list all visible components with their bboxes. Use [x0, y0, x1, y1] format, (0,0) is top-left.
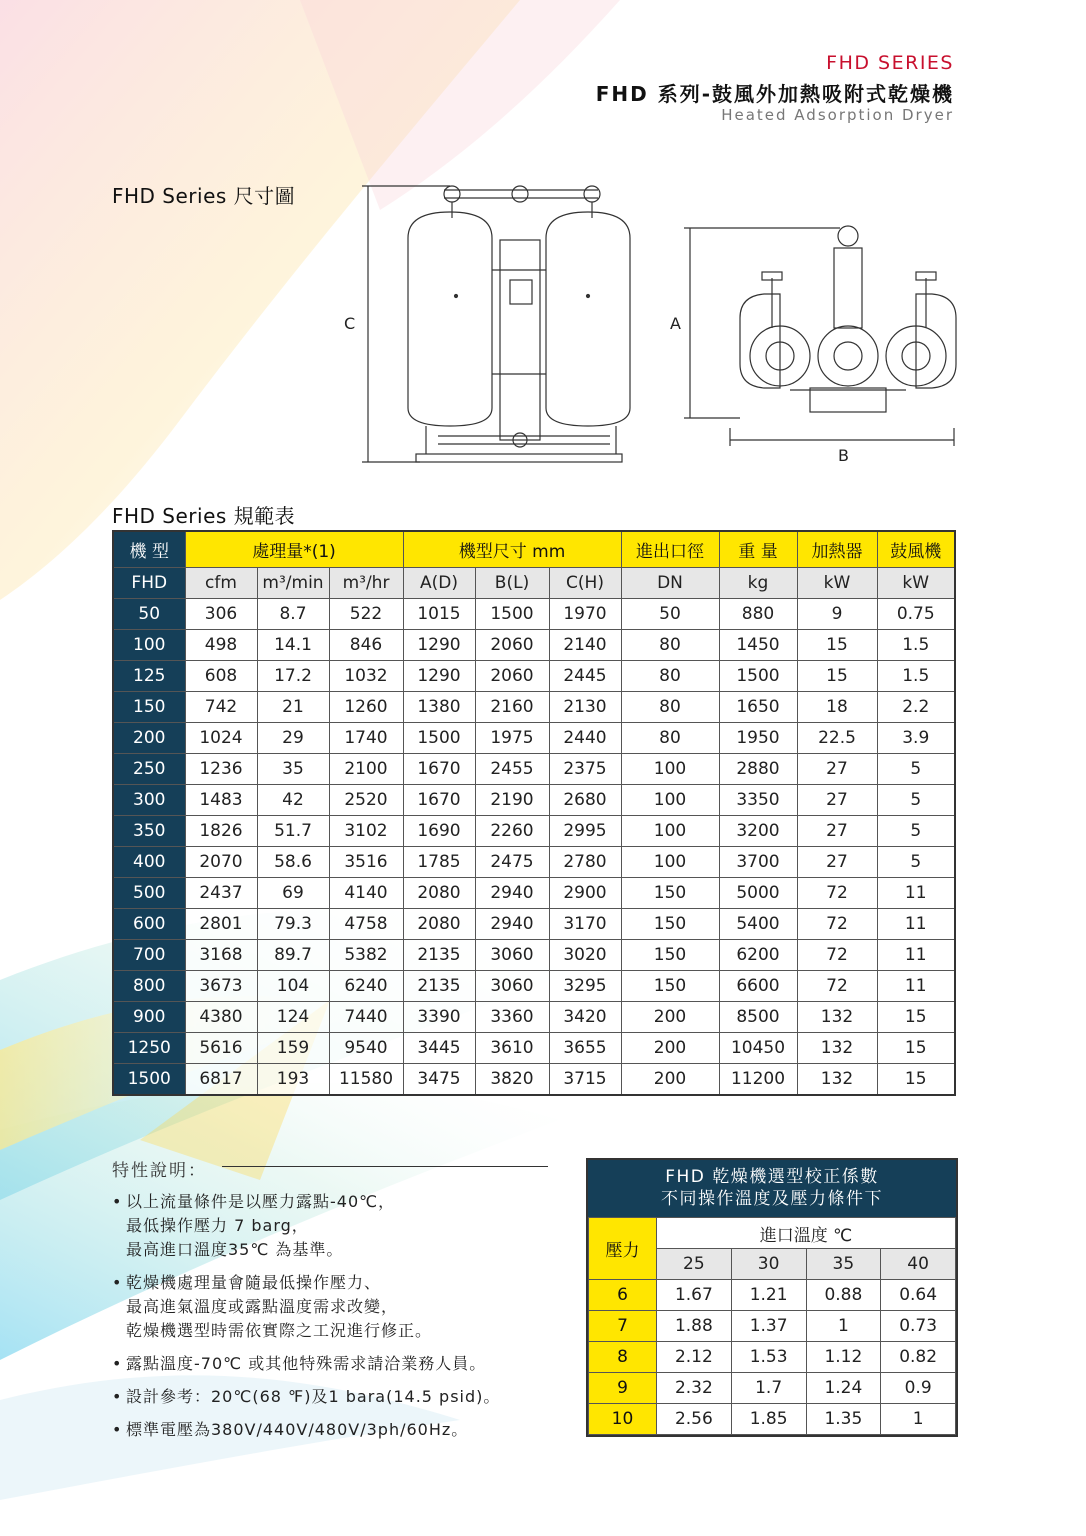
table-cell: 4758: [329, 909, 403, 940]
table-cell: 7440: [329, 1002, 403, 1033]
header-weight: 重 量: [719, 531, 797, 568]
feature-item: [112, 1271, 572, 1343]
table-cell: 5616: [185, 1033, 257, 1064]
table-cell: 132: [797, 1033, 877, 1064]
table-cell: 15: [797, 630, 877, 661]
table-row: [113, 630, 955, 661]
features-title: 特性說明：: [112, 1161, 207, 1181]
table-cell: 3475: [403, 1064, 475, 1096]
subheader-cell: DN: [621, 568, 719, 599]
table-cell: 1236: [185, 754, 257, 785]
model-cell: 1500: [113, 1064, 185, 1096]
factor-cell: 0.64: [881, 1280, 956, 1311]
table-cell: 2060: [475, 630, 549, 661]
correction-table-title: [588, 1160, 956, 1217]
table-cell: 50: [621, 599, 719, 630]
subheader-cell: cfm: [185, 568, 257, 599]
feature-item: [112, 1418, 572, 1442]
feature-line: • 乾燥機處理量會隨最低操作壓力、: [126, 1273, 382, 1292]
correction-title-line2: 不同操作溫度及壓力條件下: [661, 1189, 883, 1209]
table-cell: 193: [257, 1064, 329, 1096]
table-cell: 2437: [185, 878, 257, 909]
table-cell: 2160: [475, 692, 549, 723]
table-cell: 6200: [719, 940, 797, 971]
features-list: [112, 1190, 572, 1451]
table-cell: 3420: [549, 1002, 621, 1033]
factor-cell: 2.32: [657, 1373, 732, 1404]
header-heater: 加熱器: [797, 531, 877, 568]
table-cell: 3516: [329, 847, 403, 878]
factor-cell: 1.35: [806, 1404, 881, 1435]
correction-row: [589, 1280, 956, 1311]
spec-section-title: FHD Series 規範表: [112, 504, 296, 528]
table-cell: 1024: [185, 723, 257, 754]
table-cell: 132: [797, 1064, 877, 1096]
pressure-cell: 9: [589, 1373, 657, 1404]
table-cell: 742: [185, 692, 257, 723]
feature-item: [112, 1385, 572, 1409]
pressure-cell: 8: [589, 1342, 657, 1373]
table-cell: 5: [877, 816, 955, 847]
table-cell: 5400: [719, 909, 797, 940]
table-cell: 3700: [719, 847, 797, 878]
model-cell: 500: [113, 878, 185, 909]
model-cell: 1250: [113, 1033, 185, 1064]
spec-subheader-row: [113, 568, 955, 599]
page-subtitle: Heated Adsorption Dryer: [721, 106, 954, 124]
subheader-cell: kg: [719, 568, 797, 599]
model-cell: 50: [113, 599, 185, 630]
model-cell: 250: [113, 754, 185, 785]
table-cell: 15: [877, 1002, 955, 1033]
table-cell: 2080: [403, 878, 475, 909]
table-cell: 100: [621, 754, 719, 785]
table-row: [113, 1002, 955, 1033]
table-cell: 22.5: [797, 723, 877, 754]
feature-line: 乾燥機選型時需依實際之工況進行修正。: [126, 1321, 433, 1340]
table-cell: 1690: [403, 816, 475, 847]
table-cell: 200: [621, 1064, 719, 1096]
table-cell: 3102: [329, 816, 403, 847]
feature-line: 最高進口溫度35℃ 為基準。: [126, 1240, 344, 1259]
table-cell: 17.2: [257, 661, 329, 692]
feature-line: • 標準電壓為380V/440V/480V/3ph/60Hz。: [126, 1420, 469, 1439]
dimension-section-title: FHD Series 尺寸圖: [112, 184, 296, 208]
temperature-cell: 25: [657, 1249, 732, 1280]
table-row: [113, 1033, 955, 1064]
table-cell: 200: [621, 1002, 719, 1033]
feature-line: • 以上流量條件是以壓力露點-40℃，: [126, 1192, 396, 1211]
table-row: [113, 971, 955, 1002]
dimension-drawing: [344, 178, 960, 478]
table-row: [113, 1064, 955, 1096]
header-size: 機型尺寸 mm: [403, 531, 621, 568]
table-cell: 2100: [329, 754, 403, 785]
correction-table-body: [589, 1218, 956, 1435]
subheader-cell: m³/min: [257, 568, 329, 599]
pressure-cell: 7: [589, 1311, 657, 1342]
table-cell: 124: [257, 1002, 329, 1033]
table-cell: 11200: [719, 1064, 797, 1096]
table-cell: 9: [797, 599, 877, 630]
factor-cell: 1.21: [731, 1280, 806, 1311]
factor-cell: 0.88: [806, 1280, 881, 1311]
model-cell: 125: [113, 661, 185, 692]
table-cell: 35: [257, 754, 329, 785]
table-cell: 9540: [329, 1033, 403, 1064]
table-cell: 6600: [719, 971, 797, 1002]
feature-item: [112, 1190, 572, 1262]
feature-line: • 設計參考：20℃(68 ℉)及1 bara(14.5 psid)。: [126, 1387, 501, 1406]
table-cell: 2190: [475, 785, 549, 816]
table-cell: 3295: [549, 971, 621, 1002]
table-cell: 150: [621, 971, 719, 1002]
table-cell: 11: [877, 940, 955, 971]
table-row: [113, 909, 955, 940]
table-cell: 89.7: [257, 940, 329, 971]
table-cell: 27: [797, 785, 877, 816]
dimension-label-c: C: [344, 314, 356, 333]
factor-cell: 1.53: [731, 1342, 806, 1373]
subheader-cell: m³/hr: [329, 568, 403, 599]
table-cell: 1970: [549, 599, 621, 630]
table-cell: 0.75: [877, 599, 955, 630]
header-blower: 鼓風機: [877, 531, 955, 568]
table-cell: 3360: [475, 1002, 549, 1033]
correction-header-row: [589, 1218, 956, 1249]
features-divider: [222, 1166, 548, 1167]
table-cell: 132: [797, 1002, 877, 1033]
table-cell: 2940: [475, 909, 549, 940]
dimension-label-b: B: [838, 446, 849, 465]
table-cell: 880: [719, 599, 797, 630]
table-cell: 306: [185, 599, 257, 630]
table-row: [113, 816, 955, 847]
table-cell: 3350: [719, 785, 797, 816]
table-cell: 1.5: [877, 630, 955, 661]
feature-line: • 露點溫度-70℃ 或其他特殊需求請洽業務人員。: [126, 1354, 487, 1373]
table-cell: 72: [797, 940, 877, 971]
table-cell: 1032: [329, 661, 403, 692]
factor-cell: 0.9: [881, 1373, 956, 1404]
table-cell: 3655: [549, 1033, 621, 1064]
table-cell: 11: [877, 971, 955, 1002]
table-cell: 1826: [185, 816, 257, 847]
table-cell: 150: [621, 909, 719, 940]
table-row: [113, 692, 955, 723]
table-cell: 11: [877, 909, 955, 940]
table-cell: 2900: [549, 878, 621, 909]
table-cell: 1500: [475, 599, 549, 630]
table-cell: 200: [621, 1033, 719, 1064]
table-cell: 29: [257, 723, 329, 754]
subheader-cell: C(H): [549, 568, 621, 599]
spec-table-body: [113, 599, 955, 1096]
table-cell: 51.7: [257, 816, 329, 847]
table-cell: 2520: [329, 785, 403, 816]
factor-cell: 1.85: [731, 1404, 806, 1435]
table-cell: 1380: [403, 692, 475, 723]
model-cell: 150: [113, 692, 185, 723]
dimension-label-a: A: [670, 314, 681, 333]
table-cell: 2475: [475, 847, 549, 878]
table-cell: 15: [877, 1064, 955, 1096]
correction-row: [589, 1373, 956, 1404]
table-cell: 1950: [719, 723, 797, 754]
table-cell: 27: [797, 754, 877, 785]
table-cell: 80: [621, 630, 719, 661]
model-cell: 600: [113, 909, 185, 940]
table-cell: 1450: [719, 630, 797, 661]
table-cell: 3610: [475, 1033, 549, 1064]
table-row: [113, 940, 955, 971]
table-cell: 2135: [403, 940, 475, 971]
table-row: [113, 599, 955, 630]
table-cell: 2940: [475, 878, 549, 909]
table-cell: 3020: [549, 940, 621, 971]
table-cell: 58.6: [257, 847, 329, 878]
table-cell: 2880: [719, 754, 797, 785]
table-row: [113, 754, 955, 785]
factor-cell: 1.37: [731, 1311, 806, 1342]
table-cell: 2801: [185, 909, 257, 940]
temp-label: 進口溫度 ℃: [657, 1218, 956, 1249]
table-cell: 3060: [475, 971, 549, 1002]
table-cell: 42: [257, 785, 329, 816]
table-cell: 2260: [475, 816, 549, 847]
table-cell: 608: [185, 661, 257, 692]
pressure-cell: 6: [589, 1280, 657, 1311]
table-cell: 15: [797, 661, 877, 692]
table-cell: 1670: [403, 785, 475, 816]
model-cell: 700: [113, 940, 185, 971]
factor-cell: 1.12: [806, 1342, 881, 1373]
model-cell: 350: [113, 816, 185, 847]
table-cell: 15: [877, 1033, 955, 1064]
correction-table: [588, 1217, 956, 1435]
model-cell: 200: [113, 723, 185, 754]
table-cell: 2440: [549, 723, 621, 754]
table-cell: 5: [877, 847, 955, 878]
table-cell: 8.7: [257, 599, 329, 630]
table-cell: 2140: [549, 630, 621, 661]
table-cell: 3445: [403, 1033, 475, 1064]
correction-row: [589, 1342, 956, 1373]
table-cell: 1015: [403, 599, 475, 630]
correction-title-line1: FHD 乾燥機選型校正係數: [665, 1167, 879, 1187]
table-cell: 5: [877, 785, 955, 816]
factor-cell: 1.67: [657, 1280, 732, 1311]
table-cell: 3715: [549, 1064, 621, 1096]
table-cell: 3390: [403, 1002, 475, 1033]
table-cell: 150: [621, 940, 719, 971]
pressure-label: 壓力: [589, 1218, 657, 1280]
table-cell: 11580: [329, 1064, 403, 1096]
table-cell: 14.1: [257, 630, 329, 661]
table-cell: 72: [797, 878, 877, 909]
table-cell: 80: [621, 723, 719, 754]
table-cell: 3820: [475, 1064, 549, 1096]
spec-header-row: [113, 531, 955, 568]
subheader-cell: B(L): [475, 568, 549, 599]
table-cell: 2780: [549, 847, 621, 878]
table-cell: 1975: [475, 723, 549, 754]
table-cell: 2375: [549, 754, 621, 785]
table-cell: 100: [621, 785, 719, 816]
table-cell: 6817: [185, 1064, 257, 1096]
table-cell: 4380: [185, 1002, 257, 1033]
table-row: [113, 878, 955, 909]
page-title: FHD 系列-鼓風外加熱吸附式乾燥機: [595, 82, 954, 106]
correction-table-box: [586, 1158, 958, 1437]
table-cell: 2080: [403, 909, 475, 940]
subheader-cell: kW: [877, 568, 955, 599]
table-cell: 2070: [185, 847, 257, 878]
table-cell: 18: [797, 692, 877, 723]
model-cell: 900: [113, 1002, 185, 1033]
table-cell: 80: [621, 661, 719, 692]
table-cell: 2135: [403, 971, 475, 1002]
table-cell: 100: [621, 816, 719, 847]
table-cell: 1290: [403, 661, 475, 692]
table-cell: 1483: [185, 785, 257, 816]
table-cell: 27: [797, 816, 877, 847]
table-cell: 3.9: [877, 723, 955, 754]
table-cell: 522: [329, 599, 403, 630]
pressure-cell: 10: [589, 1404, 657, 1435]
feature-item: [112, 1352, 572, 1376]
table-cell: 3060: [475, 940, 549, 971]
table-cell: 72: [797, 971, 877, 1002]
table-cell: 2130: [549, 692, 621, 723]
header-model: 機 型: [113, 531, 185, 568]
table-cell: 2060: [475, 661, 549, 692]
table-cell: 150: [621, 878, 719, 909]
table-cell: 159: [257, 1033, 329, 1064]
series-label: FHD SERIES: [826, 52, 954, 74]
temperature-cell: 30: [731, 1249, 806, 1280]
table-cell: 1740: [329, 723, 403, 754]
factor-cell: 1.24: [806, 1373, 881, 1404]
factor-cell: 1.88: [657, 1311, 732, 1342]
table-cell: 3170: [549, 909, 621, 940]
temperature-cell: 40: [881, 1249, 956, 1280]
table-row: [113, 723, 955, 754]
dryer-line-drawing: [360, 178, 960, 478]
subheader-cell: kW: [797, 568, 877, 599]
factor-cell: 0.82: [881, 1342, 956, 1373]
subheader-cell: FHD: [113, 568, 185, 599]
table-row: [113, 847, 955, 878]
model-cell: 400: [113, 847, 185, 878]
table-cell: 1500: [403, 723, 475, 754]
factor-cell: 1.7: [731, 1373, 806, 1404]
table-cell: 3673: [185, 971, 257, 1002]
table-cell: 2995: [549, 816, 621, 847]
table-cell: 2445: [549, 661, 621, 692]
table-cell: 2680: [549, 785, 621, 816]
table-cell: 5000: [719, 878, 797, 909]
table-cell: 11: [877, 878, 955, 909]
table-cell: 3168: [185, 940, 257, 971]
table-cell: 1.5: [877, 661, 955, 692]
table-cell: 69: [257, 878, 329, 909]
table-cell: 10450: [719, 1033, 797, 1064]
table-cell: 1670: [403, 754, 475, 785]
subheader-cell: A(D): [403, 568, 475, 599]
header-capacity: 處理量*(1): [185, 531, 403, 568]
table-cell: 72: [797, 909, 877, 940]
header-port: 進出口徑: [621, 531, 719, 568]
table-cell: 1290: [403, 630, 475, 661]
table-cell: 21: [257, 692, 329, 723]
correction-row: [589, 1404, 956, 1435]
factor-cell: 0.73: [881, 1311, 956, 1342]
model-cell: 800: [113, 971, 185, 1002]
table-cell: 79.3: [257, 909, 329, 940]
factor-cell: 2.56: [657, 1404, 732, 1435]
feature-line: 最低操作壓力 7 barg，: [126, 1216, 309, 1235]
table-cell: 80: [621, 692, 719, 723]
table-cell: 5382: [329, 940, 403, 971]
table-cell: 498: [185, 630, 257, 661]
table-cell: 1650: [719, 692, 797, 723]
table-cell: 1785: [403, 847, 475, 878]
table-cell: 846: [329, 630, 403, 661]
table-cell: 3200: [719, 816, 797, 847]
table-cell: 2455: [475, 754, 549, 785]
table-cell: 100: [621, 847, 719, 878]
table-cell: 4140: [329, 878, 403, 909]
model-cell: 300: [113, 785, 185, 816]
table-cell: 1500: [719, 661, 797, 692]
table-cell: 27: [797, 847, 877, 878]
factor-cell: 1: [806, 1311, 881, 1342]
table-cell: 2.2: [877, 692, 955, 723]
table-row: [113, 785, 955, 816]
factor-cell: 2.12: [657, 1342, 732, 1373]
feature-line: 最高進氣溫度或露點溫度需求改變，: [126, 1297, 399, 1316]
spec-table: [112, 530, 956, 1096]
temperature-cell: 35: [806, 1249, 881, 1280]
table-cell: 1260: [329, 692, 403, 723]
table-cell: 6240: [329, 971, 403, 1002]
table-cell: 5: [877, 754, 955, 785]
table-row: [113, 661, 955, 692]
factor-cell: 1: [881, 1404, 956, 1435]
table-cell: 104: [257, 971, 329, 1002]
correction-row: [589, 1311, 956, 1342]
model-cell: 100: [113, 630, 185, 661]
table-cell: 8500: [719, 1002, 797, 1033]
